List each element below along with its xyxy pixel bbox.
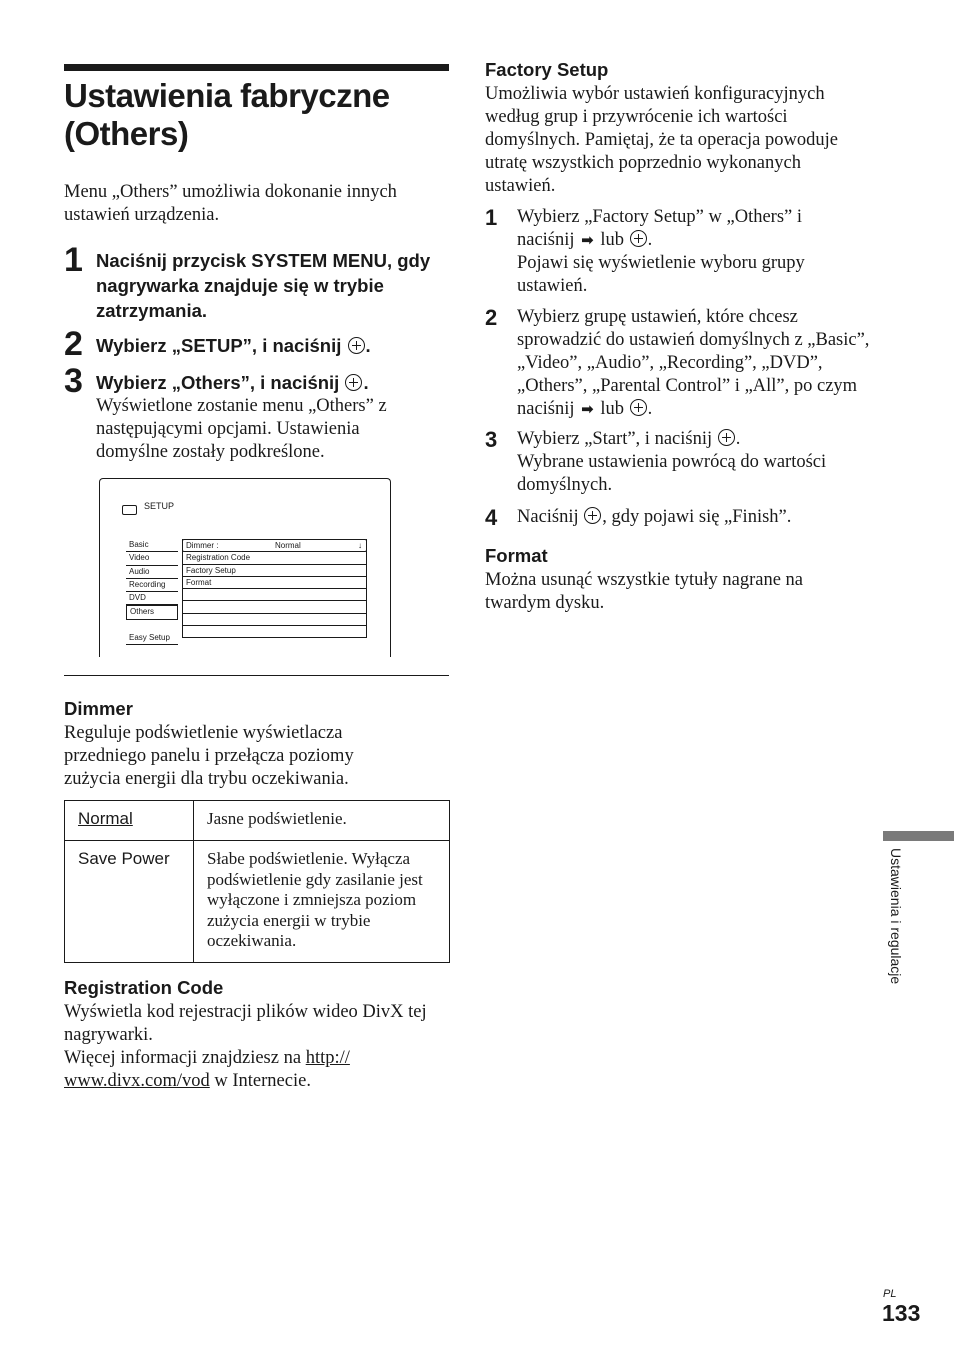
step-number: 1 — [485, 205, 498, 230]
toolbox-icon — [122, 505, 137, 515]
option-row-registration: Registration Code — [183, 552, 366, 564]
page-number: 133 — [882, 1300, 921, 1326]
factory-step-2 — [485, 306, 875, 426]
step-body: Wyświetlone zostanie menu „Others” z następującymi opcjami. Ustawienia domyślne zostały podkreślone. — [96, 396, 387, 462]
dropdown-arrow-icon: ↓ — [358, 541, 362, 550]
option-label: Dimmer : — [186, 541, 219, 550]
section-tab-marker — [883, 831, 954, 841]
step-text-main: Wybierz grupę ustawień, które chcesz sprowadzić do ustawień domyślnych z „Basic”, „Video”, „Audio”, „Recording”, „DVD”, „Others”, „Parental Control” i „All”, po czym naciśnij — [517, 307, 870, 419]
option-cell: Save Power — [65, 841, 194, 963]
step-text-end: . — [365, 335, 371, 356]
step-or: lub — [600, 230, 625, 250]
option-name-default: Normal — [78, 809, 133, 828]
menu-item-others: Others — [126, 605, 178, 619]
page-title — [64, 77, 454, 153]
step-body: Wybrane ustawienia powrócą do wartości domyślnych. — [517, 452, 827, 495]
setup-label: SETUP — [144, 501, 175, 511]
circle-plus-icon — [584, 507, 601, 524]
circle-plus-icon — [630, 230, 647, 247]
step-text-main: Wybierz „Factory Setup” w „Others” i naciśnij — [517, 207, 803, 250]
divx-link-part2[interactable]: www.divx.com/vod — [64, 1071, 210, 1091]
side-section-label-text: Ustawienia i regulacje — [888, 848, 904, 985]
circle-plus-icon — [630, 399, 647, 416]
registration-text — [64, 1001, 454, 1093]
menu-item-video: Video — [126, 552, 178, 565]
step-text-main: Naciśnij — [517, 507, 579, 527]
step-number: 3 — [485, 427, 498, 452]
factory-step-3 — [485, 428, 875, 500]
factory-setup-text: Umożliwia wybór ustawień konfiguracyjnych według grup i przywrócenie ich wartości domyślnych. Pamiętaj, że ta operacja powoduje utratę wszystkich poprzednio wykonanych ustawień. — [485, 84, 838, 196]
option-row-empty — [183, 614, 366, 626]
dimmer-heading: Dimmer — [64, 698, 133, 719]
option-row-dimmer — [182, 539, 367, 552]
menu-item-basic: Basic — [126, 539, 178, 552]
circle-plus-icon — [718, 429, 735, 446]
option-cell — [65, 801, 194, 841]
title-rule — [64, 64, 449, 71]
step-text-end: . — [735, 429, 741, 449]
step-1 — [64, 243, 454, 323]
menu-item-audio: Audio — [126, 566, 178, 579]
step-or: lub — [600, 399, 625, 419]
right-arrow-icon: ➡ — [581, 400, 594, 418]
factory-step-4 — [485, 506, 875, 534]
setup-screen-illustration — [99, 478, 391, 657]
page-title-line2: (Others) — [64, 115, 189, 152]
step-text — [96, 370, 436, 464]
registration-description: Wyświetla kod rejestracji plików wideo DivX tej nagrywarki. — [64, 1002, 427, 1045]
step-text-main: Wybierz „Others”, i naciśnij — [96, 372, 340, 393]
more-info-suffix: w Internecie. — [209, 1071, 311, 1091]
step-text — [96, 333, 446, 358]
right-arrow-icon: ➡ — [581, 231, 594, 249]
menu-item-easy-setup: Easy Setup — [126, 632, 178, 645]
step-text-end: . — [363, 372, 369, 393]
step-number: 1 — [64, 241, 83, 279]
step-number: 3 — [64, 362, 83, 400]
table-row — [65, 841, 450, 963]
dimmer-text: Reguluje podświetlenie wyświetlacza przedniego panelu i przełącza poziomy zużycia energii dla trybu oczekiwania. — [64, 723, 354, 789]
step-text — [517, 506, 875, 529]
page-title-line1: Ustawienia fabryczne — [64, 77, 390, 114]
factory-step-1 — [485, 206, 875, 301]
menu-gap — [126, 620, 178, 632]
option-row-format: Format — [183, 577, 366, 589]
description-cell: Słabe podświetlenie. Wyłącza podświetlenie gdy zasilanie jest wyłączone i zmniejsza poziom zużycia energii w trybie oczekiwania. — [194, 841, 450, 963]
dimmer-options-table — [64, 800, 450, 963]
step-number: 4 — [485, 505, 498, 530]
step-text-end: , gdy pojawi się „Finish”. — [602, 507, 792, 527]
registration-more-info — [64, 1047, 454, 1093]
step-number: 2 — [485, 305, 498, 330]
divx-link-part1[interactable]: http:// — [305, 1048, 350, 1068]
side-section-label — [884, 848, 906, 1048]
intro-text: Menu „Others” umożliwia dokonanie innych ustawień urządzenia. — [64, 182, 397, 225]
step-number: 2 — [64, 325, 83, 363]
step-body: Pojawi się wyświetlenie wyboru grupy ustawień. — [517, 253, 805, 296]
setup-right-panel — [182, 539, 367, 638]
more-info-text: Więcej informacji znajdziesz na — [64, 1048, 306, 1068]
registration-heading: Registration Code — [64, 977, 224, 998]
step-text — [517, 306, 875, 421]
section-divider — [64, 675, 449, 676]
menu-item-dvd: DVD — [126, 592, 178, 605]
step-text: Naciśnij przycisk SYSTEM MENU, gdy nagrywarka znajduje się w trybie zatrzymania. — [96, 250, 431, 321]
circle-plus-icon — [345, 374, 362, 391]
table-row — [65, 801, 450, 841]
step-text-end: . — [647, 230, 653, 250]
option-row-empty — [183, 626, 366, 638]
step-3 — [64, 364, 454, 469]
step-2 — [64, 327, 454, 361]
step-text-end: . — [647, 399, 653, 419]
description-cell: Jasne podświetlenie. — [194, 801, 450, 841]
format-text: Można usunąć wszystkie tytuły nagrane na twardym dysku. — [485, 570, 804, 613]
menu-item-recording: Recording — [126, 579, 178, 592]
option-value: Normal — [275, 541, 301, 550]
format-heading: Format — [485, 545, 548, 566]
option-row-empty — [183, 589, 366, 601]
factory-setup-heading: Factory Setup — [485, 59, 609, 80]
option-row-factory: Factory Setup — [183, 565, 366, 577]
step-text-main: Wybierz „Start”, i naciśnij — [517, 429, 713, 449]
option-row-empty — [183, 601, 366, 613]
circle-plus-icon — [348, 337, 365, 354]
step-text — [517, 206, 847, 298]
setup-left-menu — [126, 539, 178, 645]
step-text-main: Wybierz „SETUP”, i naciśnij — [96, 335, 342, 356]
page-language: PL — [883, 1288, 897, 1300]
step-text — [517, 428, 875, 497]
